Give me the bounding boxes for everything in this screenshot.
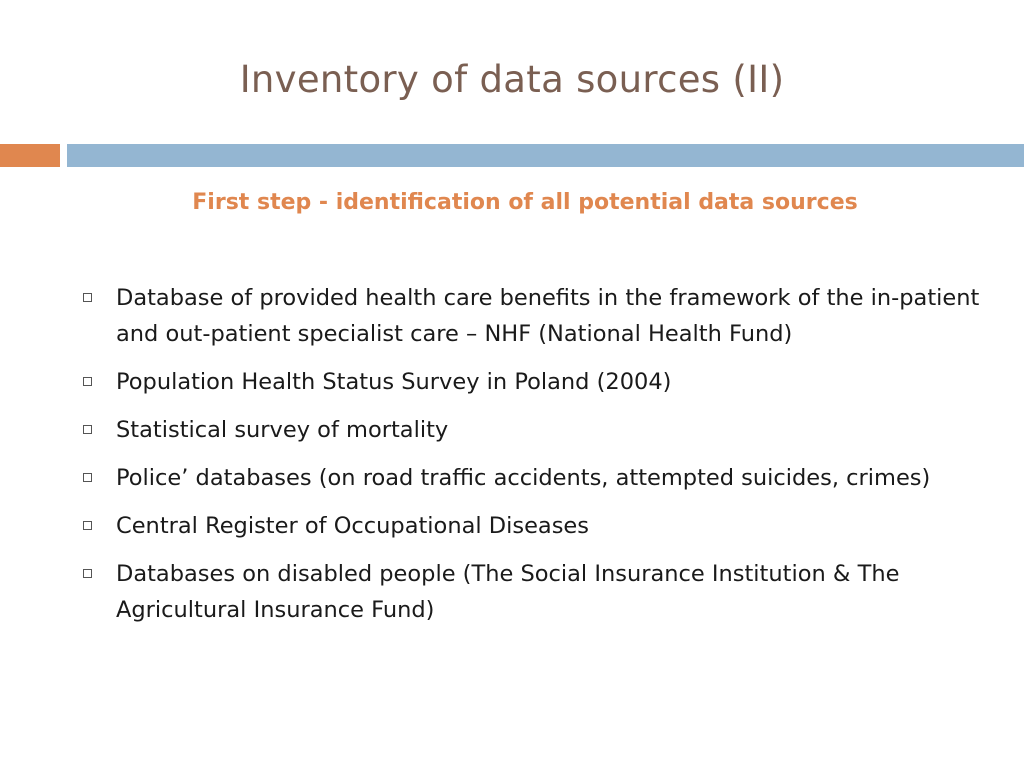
square-bullet-icon	[83, 521, 92, 530]
bullet-text: Databases on disabled people (The Social Insurance Institution & The Agricultural Insurance Fund)	[116, 561, 900, 623]
square-bullet-icon	[83, 293, 92, 302]
slide-subtitle: First step - identification of all potential data sources	[192, 190, 858, 215]
bullet-list	[80, 280, 980, 640]
accent-bar-orange	[0, 144, 60, 167]
list-item	[80, 460, 980, 496]
accent-bar-blue	[67, 144, 1024, 167]
list-item	[80, 412, 980, 448]
bullet-text: Central Register of Occupational Diseases	[116, 513, 589, 539]
list-item	[80, 556, 980, 628]
bullet-text: Population Health Status Survey in Poland (2004)	[116, 369, 672, 395]
square-bullet-icon	[83, 377, 92, 386]
square-bullet-icon	[83, 569, 92, 578]
bullet-text: Statistical survey of mortality	[116, 417, 449, 443]
bullet-text: Database of provided health care benefits in the framework of the in-patient and out-patient specialist care – NHF (National Health Fund)	[116, 285, 980, 347]
list-item	[80, 280, 980, 352]
list-item	[80, 364, 980, 400]
list-item	[80, 508, 980, 544]
square-bullet-icon	[83, 473, 92, 482]
square-bullet-icon	[83, 425, 92, 434]
bullet-text: Police’ databases (on road traffic accidents, attempted suicides, crimes)	[116, 465, 931, 491]
slide-title: Inventory of data sources (II)	[239, 58, 785, 101]
